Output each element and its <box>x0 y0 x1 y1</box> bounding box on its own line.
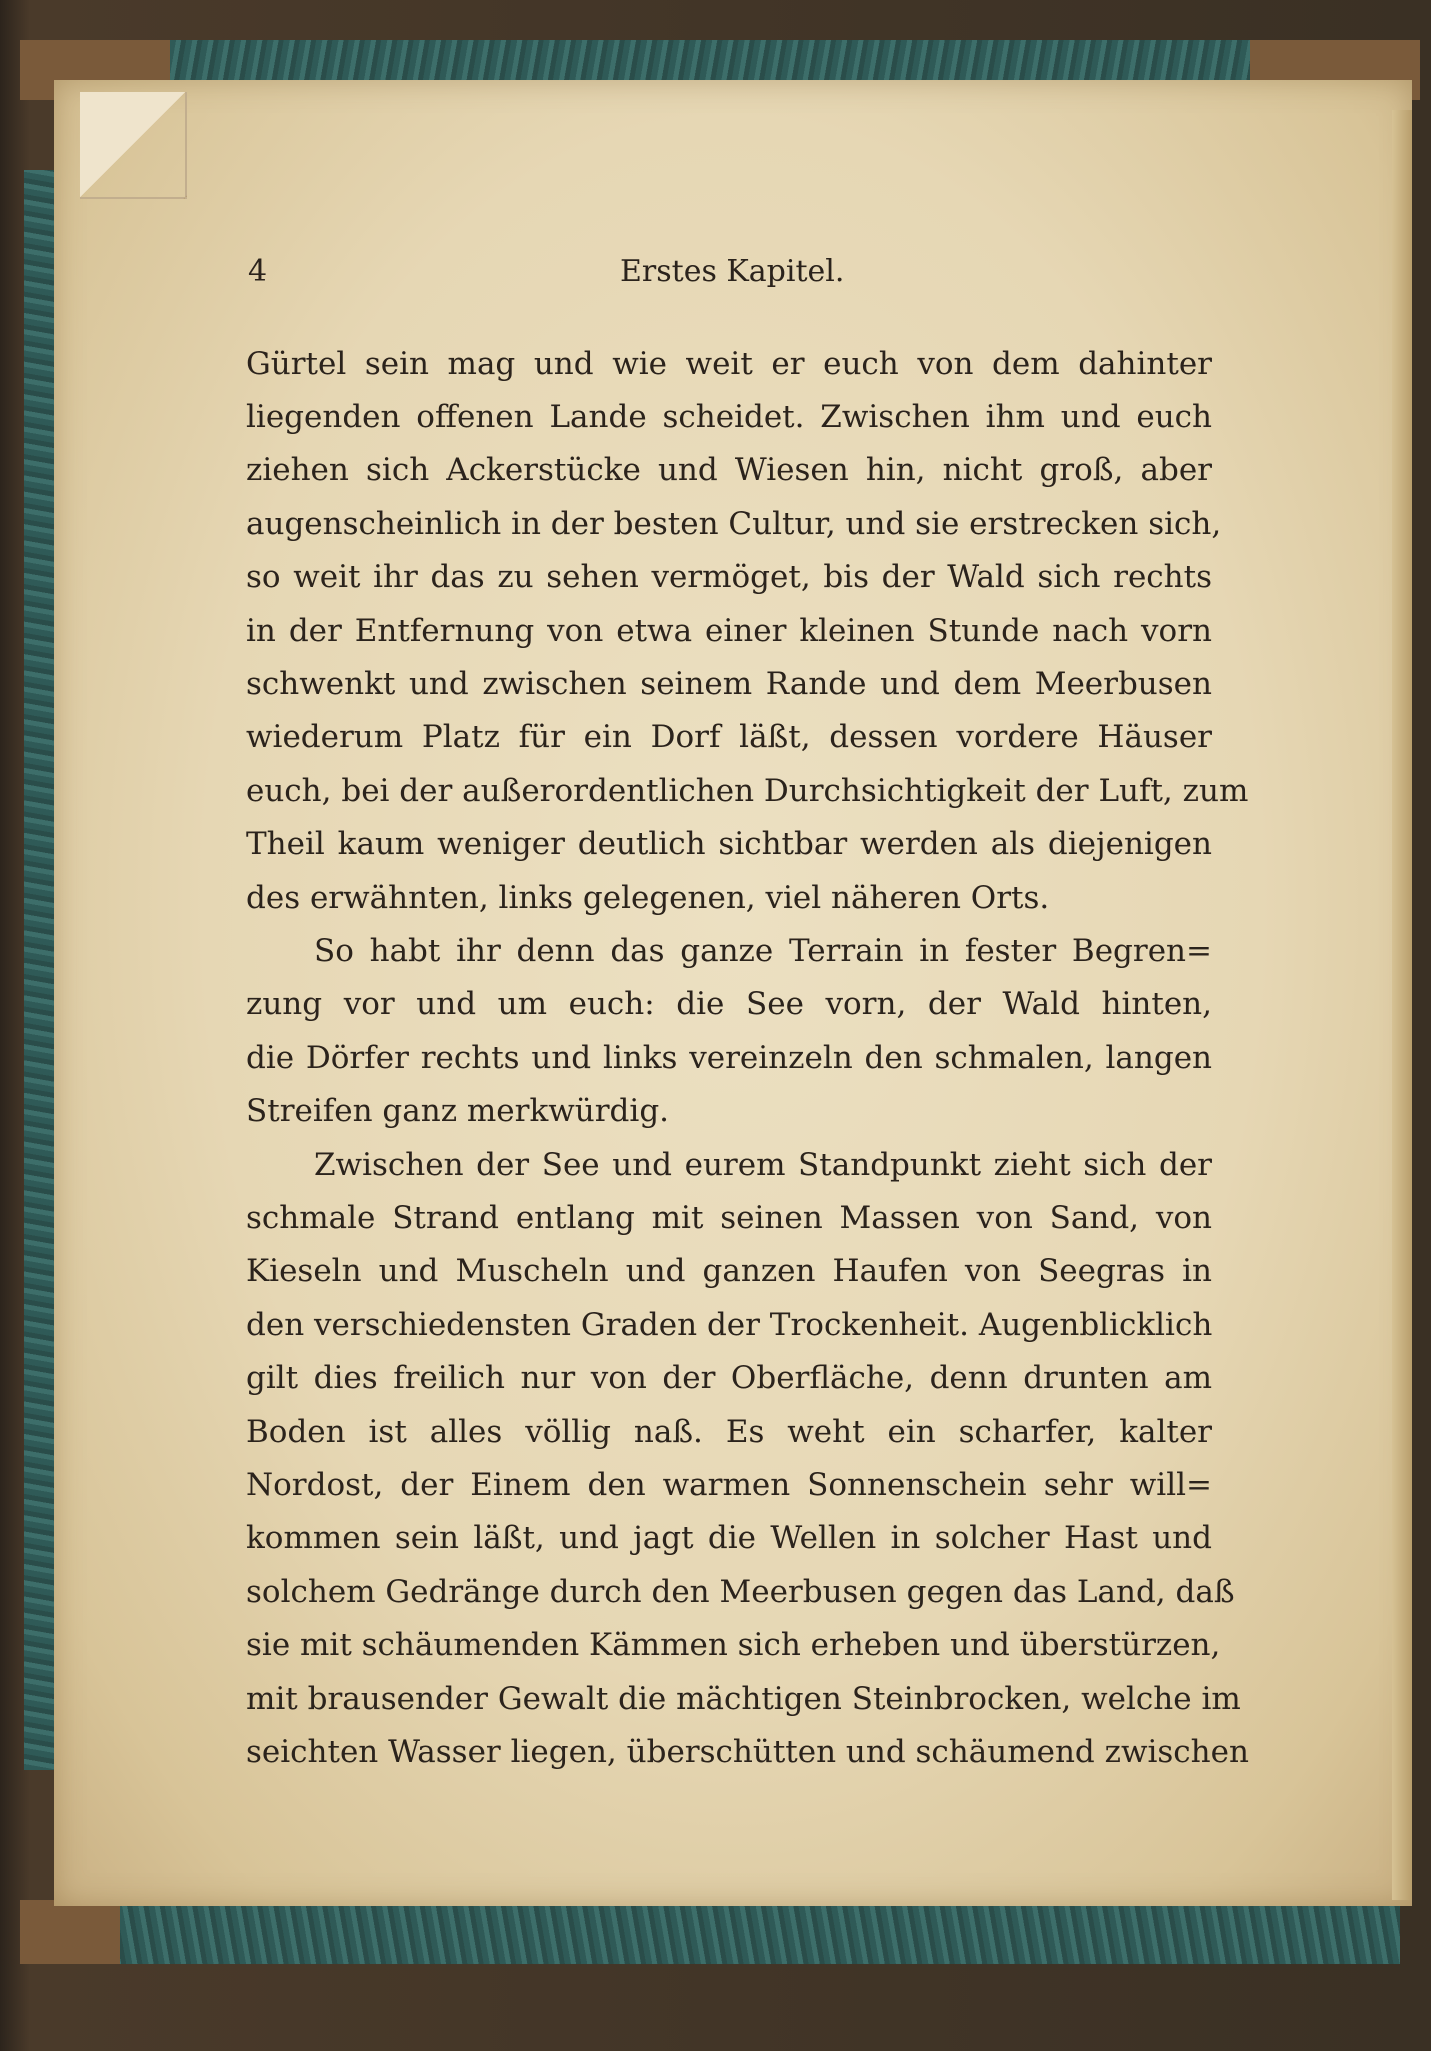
text-line: So habt ihr denn das ganze Terrain in fester Begren= <box>314 933 1212 969</box>
text-line: Zwischen der See und eurem Standpunkt zieht sich der <box>314 1147 1212 1183</box>
text-line: schmale Strand entlang mit seinen Massen von Sand, von <box>246 1200 1212 1236</box>
text-line: liegenden offenen Lande scheidet. Zwischen ihm und euch <box>246 399 1212 435</box>
text-line: des erwähnten, links gelegenen, viel näheren Orts. <box>246 880 1050 916</box>
cloth-binding-bottom <box>110 1900 1400 1964</box>
text-line: die Dörfer rechts und links vereinzeln den schmalen, langen <box>246 1040 1212 1076</box>
text-line: ziehen sich Ackerstücke und Wiesen hin, nicht groß, aber <box>246 452 1212 488</box>
page-edge <box>1392 110 1412 1900</box>
text-line: den verschiedensten Graden der Trockenheit. Augenblicklich <box>246 1307 1213 1343</box>
text-line: Boden ist alles völlig naß. Es weht ein scharfer, kalter <box>246 1414 1212 1450</box>
page-corner-fold <box>80 92 187 199</box>
text-line: Nordost, der Einem den warmen Sonnenschein sehr will= <box>246 1467 1212 1503</box>
text-line: schwenkt und zwischen seinem Rande und dem Meerbusen <box>246 666 1212 702</box>
text-line: mit brausender Gewalt die mächtigen Steinbrocken, welche im <box>246 1681 1241 1717</box>
text-line: seichten Wasser liegen, überschütten und schäumend zwischen <box>246 1734 1249 1770</box>
page-number: 4 <box>248 254 268 289</box>
text-line: wiederum Platz für ein Dorf läßt, dessen vordere Häuser <box>246 719 1212 755</box>
text-line: solchem Gedränge durch den Meerbusen gegen das Land, daß <box>246 1574 1235 1610</box>
text-line: euch, bei der außerordentlichen Durchsichtigkeit der Luft, zum <box>246 773 1249 809</box>
text-line: augenscheinlich in der besten Cultur, und sie erstrecken sich, <box>246 506 1222 542</box>
text-line: Streifen ganz merkwürdig. <box>246 1093 670 1129</box>
text-line: Kieseln und Muscheln und ganzen Haufen von Seegras in <box>246 1253 1212 1289</box>
text-line: Gürtel sein mag und wie weit er euch von dem dahinter <box>246 346 1212 382</box>
text-line: kommen sein läßt, und jagt die Wellen in solcher Hast und <box>246 1520 1212 1556</box>
leather-corner-bottom-left <box>20 1900 120 1964</box>
text-line: in der Entfernung von etwa einer kleinen Stunde nach vorn <box>246 613 1212 649</box>
text-line: so weit ihr das zu sehen vermöget, bis der Wald sich rechts <box>246 559 1212 595</box>
text-line: gilt dies freilich nur von der Oberfläche, denn drunten am <box>246 1360 1212 1396</box>
running-title: Erstes Kapitel. <box>620 254 845 289</box>
text-line: sie mit schäumenden Kämmen sich erheben und überstürzen, <box>246 1627 1221 1663</box>
text-line: Theil kaum weniger deutlich sichtbar werden als diejenigen <box>246 826 1212 862</box>
text-line: zung vor und um euch: die See vorn, der Wald hinten, <box>246 986 1212 1022</box>
